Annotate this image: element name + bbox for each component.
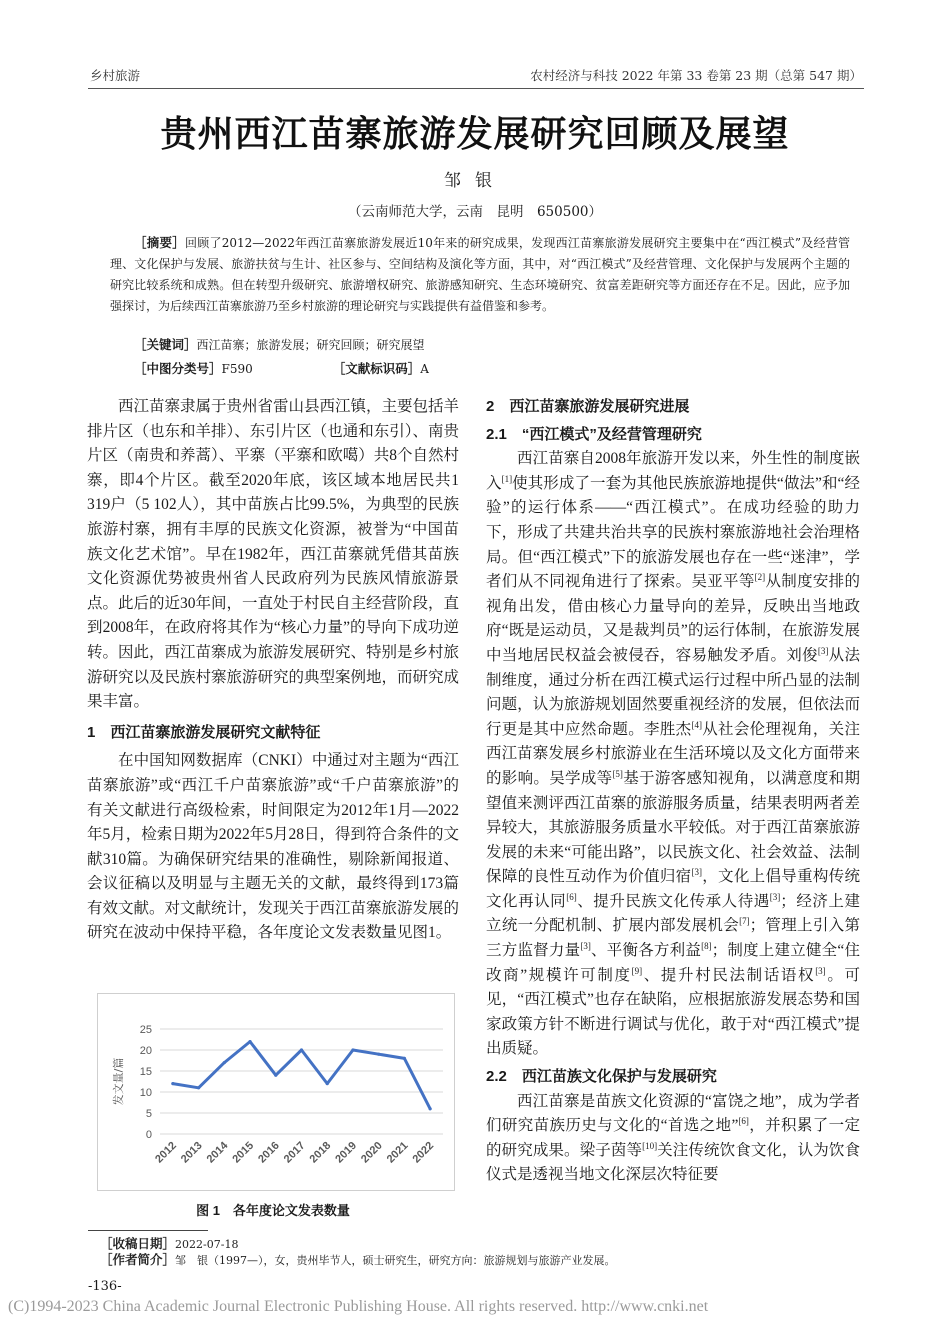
y-tick-label: 20	[139, 1045, 152, 1057]
x-tick-label: 2020	[359, 1139, 385, 1166]
page-number: -136-	[88, 1279, 122, 1294]
paper-title: 贵州西江苗寨旅游发展研究回顾及展望	[160, 113, 790, 155]
x-tick-label: 2021	[384, 1139, 411, 1166]
x-tick-label: 2022	[410, 1139, 437, 1166]
footnote-author-bio: ［作者简介］邹 银（1997—），女，贵州毕节人，硕士研究生，研究方向：旅游规划与旅游产业发展。	[100, 1253, 616, 1267]
figure-1-chart	[97, 993, 455, 1191]
x-tick-label: 2015	[230, 1139, 257, 1166]
x-tick-label: 2016	[256, 1139, 282, 1166]
data-point	[377, 1053, 380, 1056]
abstract-label: ［摘要］	[134, 236, 186, 250]
section-2-1-heading: 2.1 “西江模式”及经营管理研究	[486, 425, 702, 443]
x-tick-label: 2019	[333, 1139, 360, 1166]
author-affiliation: （云南师范大学，云南 昆明 650500）	[347, 204, 603, 220]
clc-label: ［中图分类号］	[134, 362, 222, 376]
citation: [7]	[739, 916, 750, 927]
doc-code-label: ［文献标识码］	[332, 362, 421, 376]
data-point	[351, 1048, 354, 1051]
section-1-paragraph: 在中国知网数据库（CNKI）中通过对主题为“西江苗寨旅游”或“西江千户苗寨旅游”或“千户苗寨旅游”的有关文献进行高级检索，时间限定为2012年1月—2022年5月，检索日期为2022年5月28日，得到符合条件的文献310篇。为确保研究结果的准确性，剔除新闻报道、会议征稿以及明显与主题无关的文献，最终得到173篇有效文献。对文献统计，发现关于西江苗寨旅游发展的研究在波动中保持平稳，各年度论文发表数量见图1。	[87, 752, 460, 942]
x-tick-label: 2013	[178, 1139, 205, 1166]
data-point	[274, 1074, 277, 1077]
right-column	[486, 395, 860, 1188]
y-tick-label: 15	[139, 1066, 152, 1078]
citation: [1]	[501, 473, 513, 484]
x-tick-label: 2017	[281, 1139, 308, 1166]
author-name: 邹银	[444, 171, 506, 191]
y-tick-label: 25	[139, 1024, 152, 1036]
citation: [4]	[691, 719, 702, 730]
keywords-text: 西江苗寨；旅游发展；研究回顾；研究展望	[196, 338, 425, 352]
data-point	[326, 1082, 329, 1085]
y-tick-label: 0	[145, 1129, 152, 1141]
citation: [5]	[612, 768, 623, 779]
intro-paragraph: 西江苗寨隶属于贵州省雷山县西江镇，主要包括羊排片区（也东和羊排）、东引片区（也通和东引）、南贵片区（南贵和养蒿）、平寨（平寨和欧噶）共8个自然村寨，即4个片区。截至2020年底，该区域本地居民共1 319户（5 102人），其中苗族占比99.5%，为典型的民族旅游村寨，拥有丰厚的民族文化资源，被誉为“中国苗族文化艺术馆”。早在1982年，西江苗寨就凭借其苗族文化资源优势被贵州省人民政府列为民族风情旅游景点。此后的近30年间，一直处于村民自主经营阶段，直到2008年，在政府将其作为“核心力量”的导向下成功逆转。因此，西江苗寨成为旅游发展研究、特别是乡村旅游研究以及民族村寨旅游研究的典型案例地，而研究成果丰富。	[87, 398, 460, 711]
line-chart-svg	[98, 994, 454, 1190]
abstract-text: 回顾了2012—2022年西江苗寨旅游发展近10年来的研究成果，发现西江苗寨旅游发展研究主要集中在“西江模式”及经营管理、文化保护与发展、旅游扶贫与生计、社区参与、空间结构及演化等方面，其中，对“西江模式”及经营管理、文化保护与发展两个主题的研究比较系统和成熟。但在转型升级研究、旅游增权研究、旅游感知研究、生态环境研究、贫富差距研究等方面还存在不足。因此，应予加强探讨，为后续西江苗寨旅游乃至乡村旅游的理论研究与实践提供有益借鉴和参考。	[110, 236, 850, 313]
left-column	[87, 395, 459, 946]
keywords-label: ［关键词］	[134, 338, 197, 352]
classification-line	[134, 359, 429, 377]
footnote-received: ［收稿日期］2022-07-18	[100, 1237, 239, 1251]
citation: [2]	[754, 572, 766, 582]
doc-code-value: A	[420, 362, 429, 376]
data-point	[300, 1048, 303, 1051]
header-rule	[88, 88, 864, 89]
data-point	[429, 1107, 432, 1110]
figure-1-caption: 图 1 各年度论文发表数量	[196, 1203, 350, 1218]
section-1-heading: 1 西江苗寨旅游发展研究文献特征	[87, 723, 321, 741]
citation: [3]	[691, 867, 702, 878]
citation: [6]	[566, 891, 577, 902]
series-line	[173, 1042, 430, 1109]
data-point	[171, 1082, 174, 1085]
citation: [8]	[701, 940, 712, 951]
y-axis-label: 发文量/篇	[112, 1057, 125, 1106]
x-tick-label: 2014	[204, 1139, 231, 1166]
abstract	[110, 233, 850, 317]
citation: [9]	[631, 965, 643, 976]
y-tick-label: 10	[139, 1087, 152, 1099]
citation: [3]	[769, 891, 781, 902]
section-2-2-heading: 2.2 西江苗族文化保护与发展研究	[486, 1068, 717, 1086]
section-2-1-paragraph: 西江苗寨自2008年旅游开发以来，外生性的制度嵌入[1]使其形成了一套为其他民族旅游地提供“做法”和“经验”的运行体系——“西江模式”。在成功经验的助力下，形成了共建共治共享的民族村寨旅游地社会治理格局。但“西江模式”下的旅游发展也存在一些“迷津”，学者们从不同视角进行了探索。吴亚平等[2]从制度安排的视角出发，借由核心力量导向的差异，反映出当地政府“既是运动员，又是裁判员”的运行体制，在旅游发展中当地居民权益会被侵吞，容易触发矛盾。刘俊[3]从法制维度，通过分析在西江模式运行过程中所凸显的法制问题，认为旅游规划固然要重视经济的发展，但依法而行更是其中应然命题。李胜杰[4]从社会伦理视角，关注西江苗寨发展乡村旅游业在生活环境以及文化方面带来的影响。吴学成等[5]基于游客感知视角，以满意度和期望值来测评西江苗寨的旅游服务质量，结果表明两者差异较大，其旅游服务质量水平较低。对于西江苗寨旅游发展的未来“可能出路”，以民族文化、社会效益、法制保障的良性互动作为价值归宿[3]，文化上倡导重构传统文化再认同[6]、提升民族文化传承人待遇[3]；经济上建立统一分配机制、扩展内部发展机会[7]；管理上引入第三方监督力量[3]、平衡各方利益[8]；制度上建立健全“住改商”规模许可制度[9]、提升村民法制话语权[3]。可见，“西江模式”也存在缺陷，应根据旅游发展态势和国家政策方针不断进行调试与优化，敢于对“西江模式”提出质疑。	[486, 450, 860, 1058]
clc-value: F590	[221, 362, 253, 376]
keywords	[134, 335, 425, 353]
citation: [6]	[738, 1116, 749, 1127]
data-point	[403, 1057, 406, 1060]
running-header-journal: 农村经济与科技 2022 年第 33 卷第 23 期（总第 547 期）	[530, 68, 862, 83]
y-tick-label: 5	[145, 1108, 152, 1120]
data-point	[248, 1040, 251, 1043]
citation: [3]	[817, 645, 829, 656]
copyright-notice: (C)1994-2023 China Academic Journal Electronic Publishing House. All rights reserved. http://www.cnki.net	[8, 1298, 709, 1315]
section-2-2-paragraph: 西江苗寨是苗族文化资源的“富饶之地”，成为学者们研究苗族历史与文化的“首选之地”[6]，并积累了一定的研究成果。梁子茵等[10]关注传统饮食文化，认为饮食仪式是透视当地文化深层次特征要	[486, 1092, 860, 1184]
data-point	[223, 1061, 226, 1064]
citation: [10]	[642, 1140, 658, 1151]
citation: [3]	[580, 940, 591, 951]
section-2-heading: 2 西江苗寨旅游发展研究进展	[486, 398, 690, 415]
footnote-rule	[88, 1230, 208, 1231]
citation: [3]	[815, 965, 826, 976]
data-point	[197, 1086, 200, 1089]
x-tick-label: 2012	[153, 1139, 179, 1166]
running-header-section: 乡村旅游	[90, 68, 141, 83]
x-tick-label: 2018	[307, 1139, 334, 1166]
